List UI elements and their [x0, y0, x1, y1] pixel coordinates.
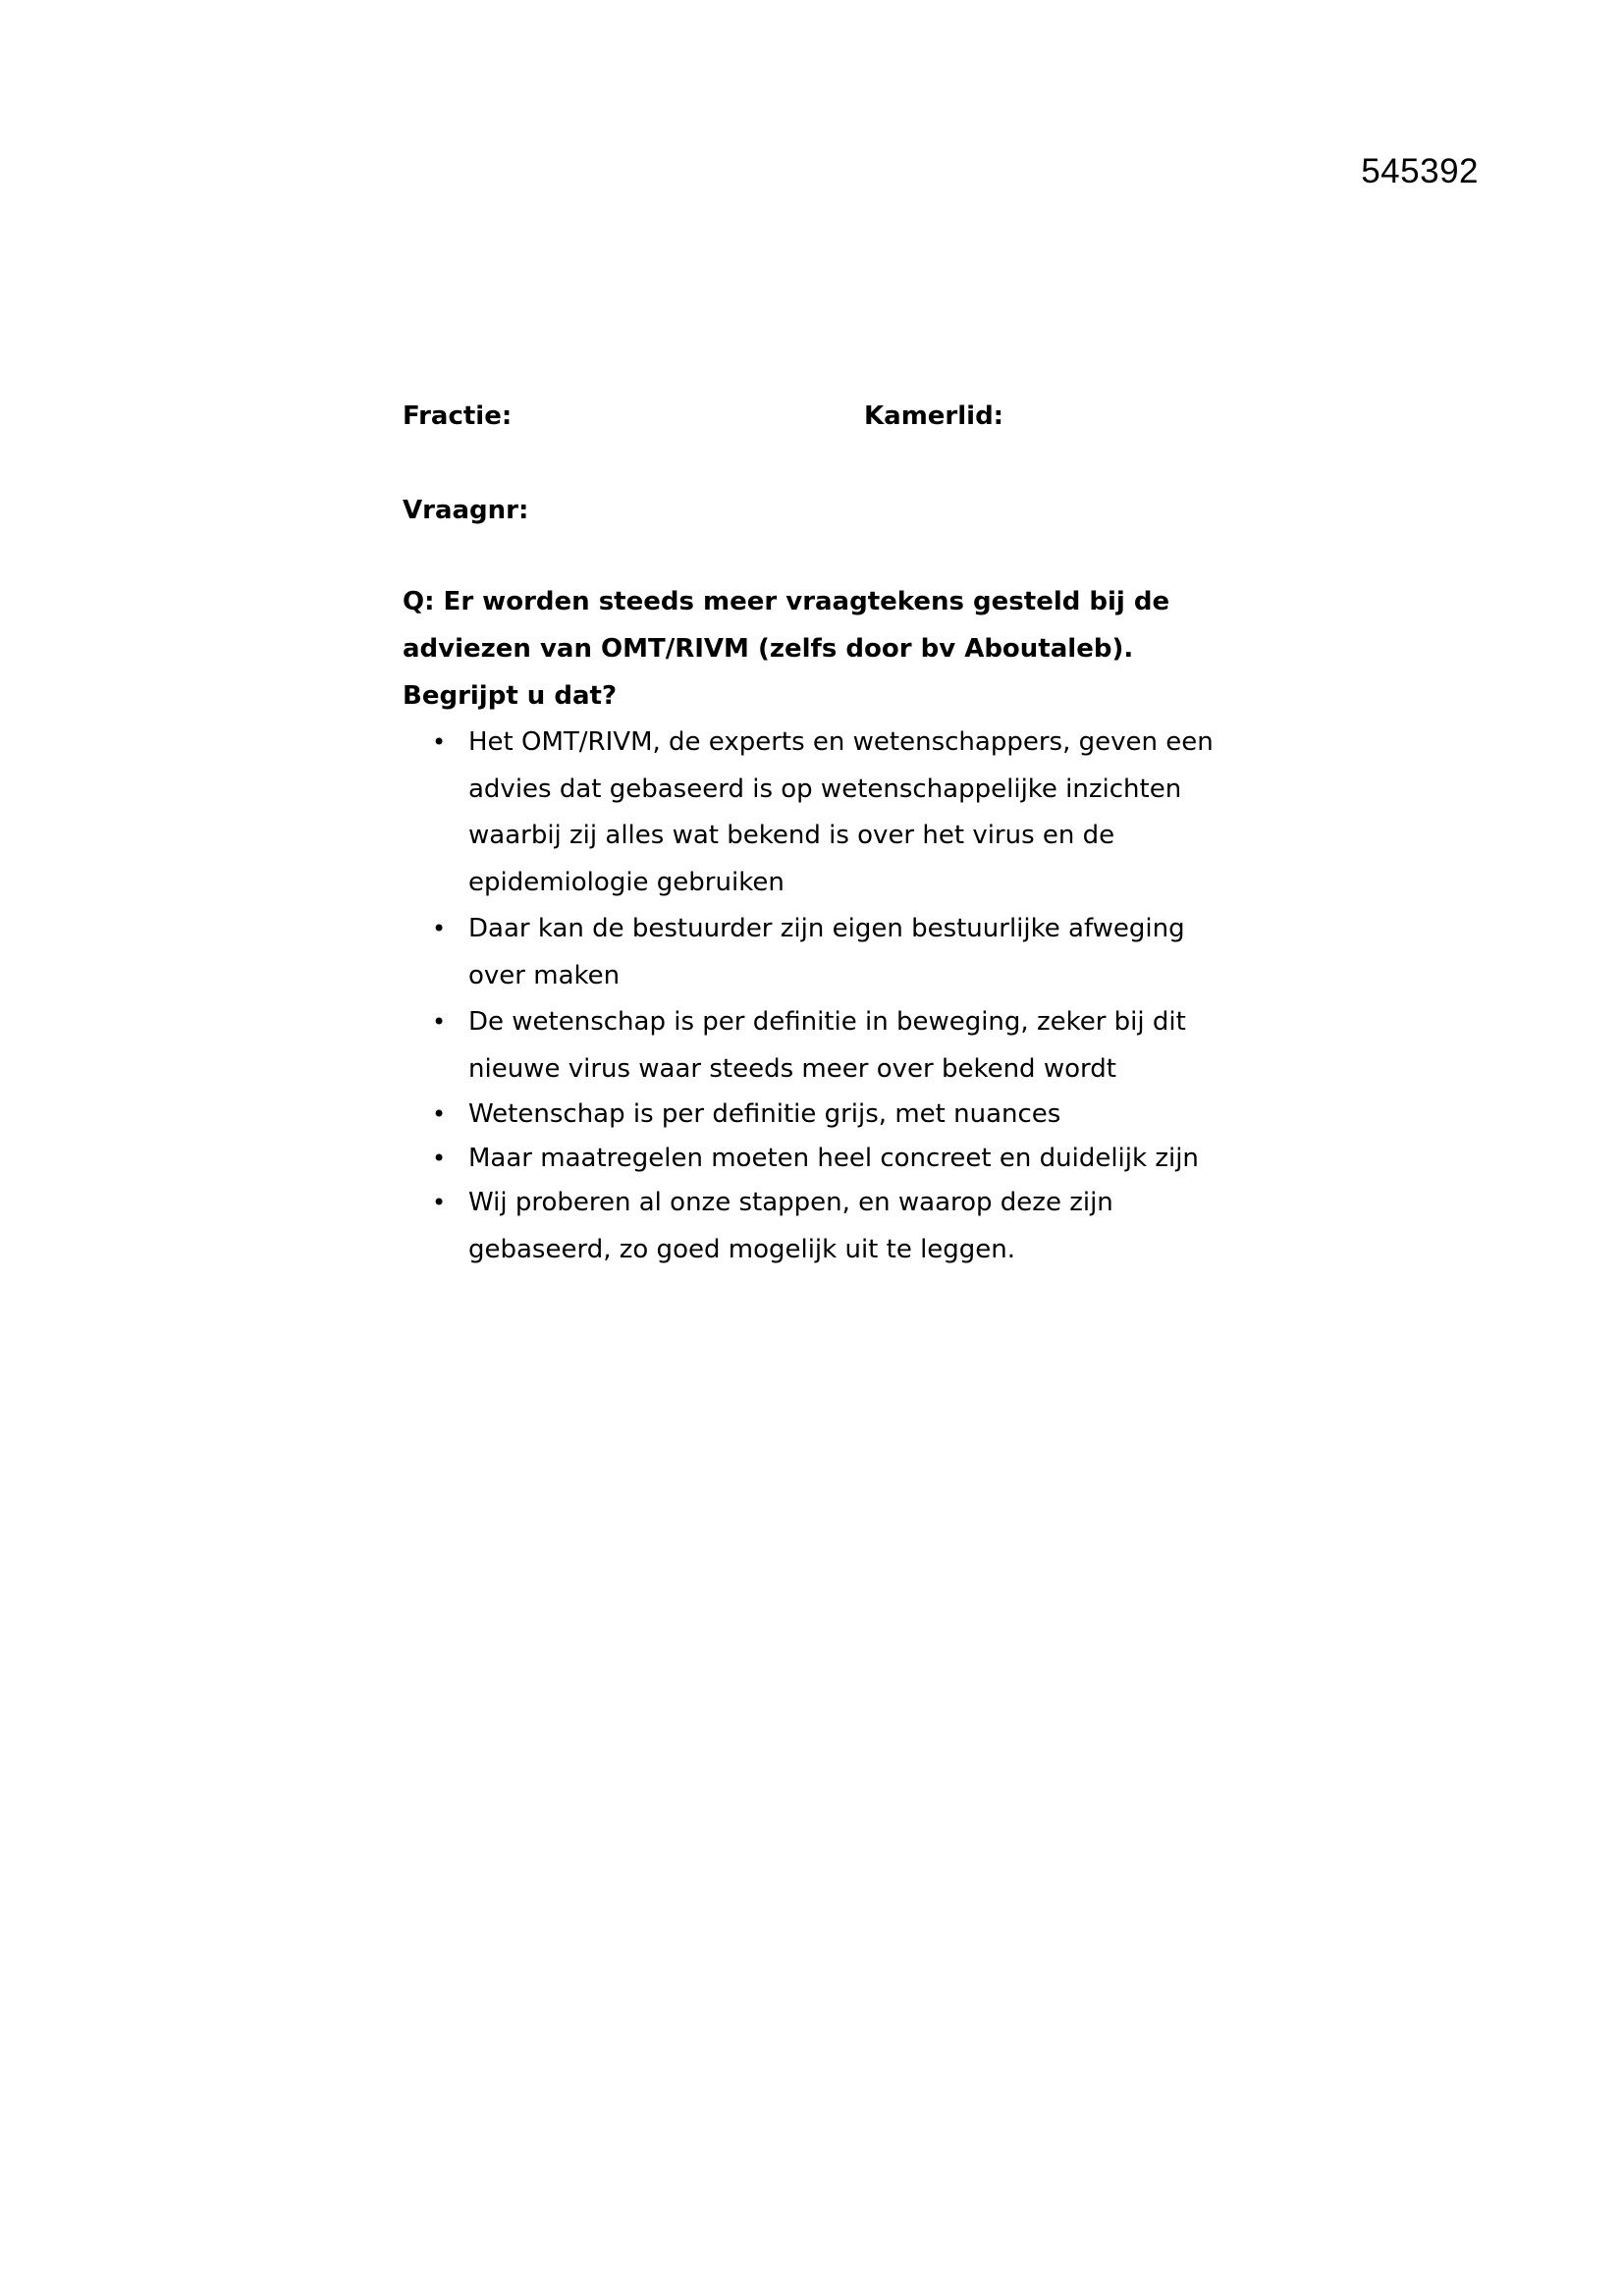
- answer-item: • Wij proberen al onze stappen, en waarop deze zijn gebaseerd, zo goed mogelijk uit te leggen.: [468, 1180, 1247, 1273]
- answer-list: [403, 720, 1247, 1273]
- answer-item: • Wetenschap is per definitie grijs, met nuances: [468, 1093, 1247, 1137]
- answer-item: • Maar maatregelen moeten heel concreet en duidelijk zijn: [468, 1137, 1247, 1181]
- question-text: Q: Er worden steeds meer vraagtekens gesteld bij de adviezen van OMT/RIVM (zelfs door bv Aboutaleb). Begrijpt u dat?: [403, 587, 1170, 711]
- document-number: 545392: [1361, 152, 1479, 190]
- answer-item: • Het OMT/RIVM, de experts en wetenschappers, geven een advies dat gebaseerd is op wetenschappelijke inzichten waarbij zij alles wat bekend is over het virus en de epidemiologie gebruiken: [468, 720, 1247, 906]
- document-body: [403, 393, 1247, 1273]
- answer-item: • Daar kan de bestuurder zijn eigen bestuurlijke afweging over maken: [468, 906, 1247, 999]
- meta-row: [403, 393, 1247, 440]
- answer-item: • De wetenschap is per definitie in beweging, zeker bij dit nieuwe virus waar steeds meer over bekend wordt: [468, 999, 1247, 1093]
- kamerlid-label: Kamerlid:: [864, 401, 1004, 431]
- fractie-label: Fractie:: [403, 401, 513, 431]
- vraagnr-label: Vraagnr:: [403, 496, 529, 525]
